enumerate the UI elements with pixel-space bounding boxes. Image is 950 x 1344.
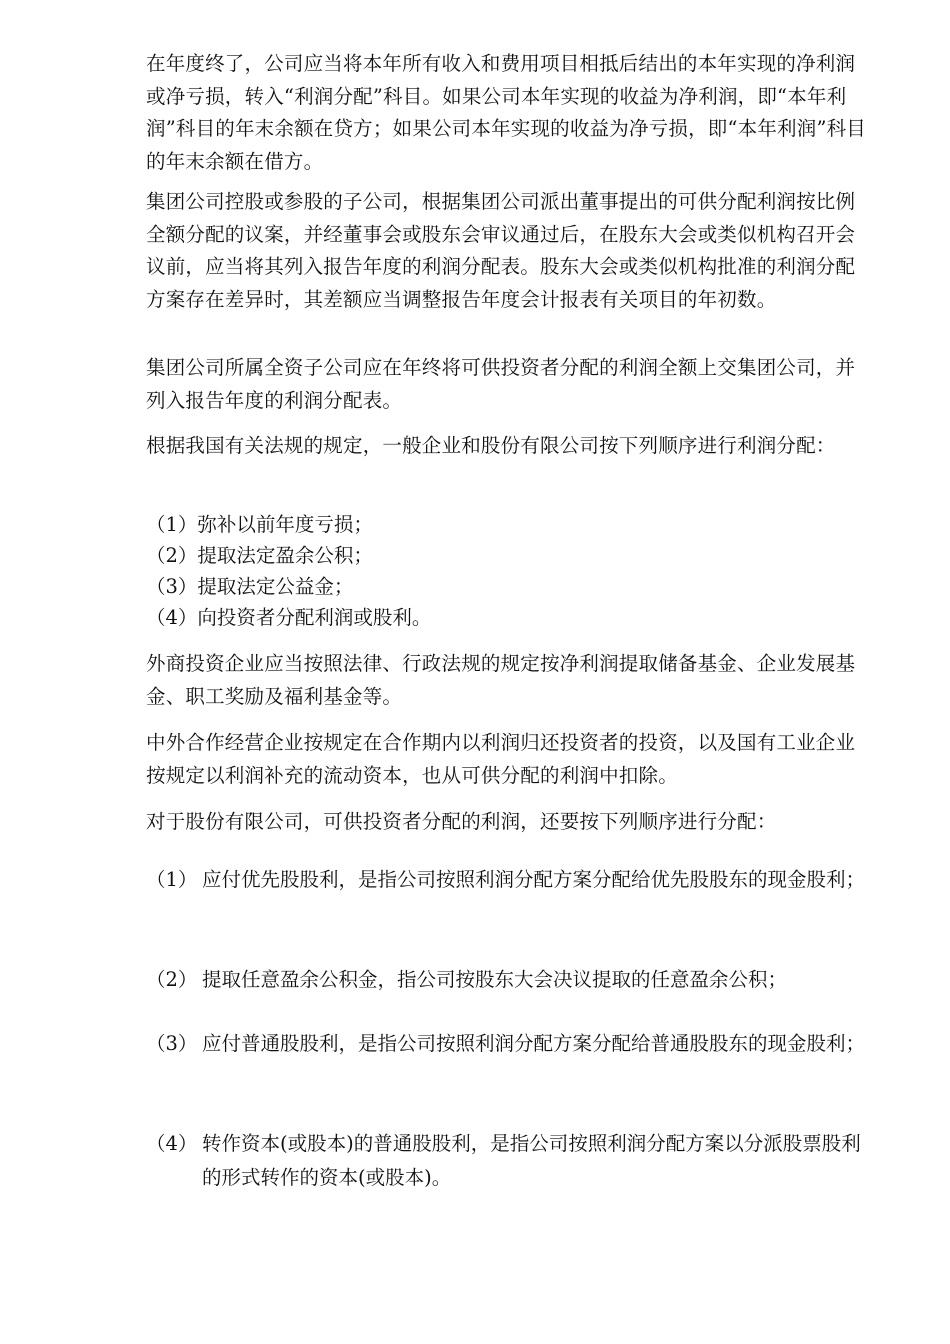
item-number: （3） <box>146 1032 198 1055</box>
item-text: 应付优先股股利，是指公司按照利润分配方案分配给优先股股东的现金股利； <box>202 868 866 891</box>
list-item: （3）提取法定公益金； <box>146 575 354 598</box>
paragraph-foreign-investment: 外商投资企业应当按照法律、行政法规的规定按净利润提取储备基金、企业发展基金、职工奖励及福利基金等。 <box>146 652 856 708</box>
item-number: （1） <box>146 868 198 891</box>
joint-stock-item-4 <box>146 1127 876 1195</box>
item-text: 应付普通股股利，是指公司按照利润分配方案分配给普通股股东的现金股利； <box>202 1032 866 1055</box>
paragraph-distribution-order-intro: 根据我国有关法规的规定，一般企业和股份有限公司按下列顺序进行利润分配： <box>146 434 836 457</box>
paragraph-joint-venture: 中外合作经营企业按规定在合作期内以利润归还投资者的投资，以及国有工业企业按规定以利润补充的流动资本，也从可供分配的利润中扣除。 <box>146 731 856 787</box>
item-text: 提取任意盈余公积金，指公司按股东大会决议提取的任意盈余公积； <box>202 968 788 991</box>
item-text: 转作资本(或股本)的普通股股利，是指公司按照利润分配方案以分派股票股利的形式转作的资本(或股本)。 <box>202 1132 861 1189</box>
general-distribution-order-list <box>146 509 866 633</box>
item-number: （2） <box>146 968 198 991</box>
paragraph-year-end-transfer: 在年度终了，公司应当将本年所有收入和费用项目相抵后结出的本年实现的净利润或净亏损，转入“利润分配”科目。如果公司本年实现的收益为净利润，即“本年利润”科目的年末余额在贷方；如果公司本年实现的收益为净亏损，即“本年利润”科目的年末余额在借方。 <box>146 52 867 173</box>
paragraph-joint-stock-intro: 对于股份有限公司，可供投资者分配的利润，还要按下列顺序进行分配： <box>146 810 777 833</box>
list-item: （2）提取法定盈余公积； <box>146 544 373 567</box>
item-number: （4） <box>146 1132 198 1155</box>
joint-stock-item-3 <box>146 1027 876 1061</box>
paragraph-subsidiary-distribution: 集团公司控股或参股的子公司，根据集团公司派出董事提出的可供分配利润按比例全额分配的议案，并经董事会或股东会审议通过后，在股东大会或类似机构召开会议前，应当将其列入报告年度的利润分配表。股东大会或类似机构批准的利润分配方案存在差异时，其差额应当调整报告年度会计报表有关项目的年初数。 <box>146 190 856 311</box>
list-item: （1）弥补以前年度亏损； <box>146 513 373 536</box>
paragraph-wholly-owned-subsidiary: 集团公司所属全资子公司应在年终将可供投资者分配的利润全额上交集团公司，并列入报告年度的利润分配表。 <box>146 356 856 412</box>
joint-stock-item-2 <box>146 963 876 997</box>
list-item: （4）向投资者分配利润或股利。 <box>146 606 432 629</box>
joint-stock-item-1 <box>146 863 876 897</box>
